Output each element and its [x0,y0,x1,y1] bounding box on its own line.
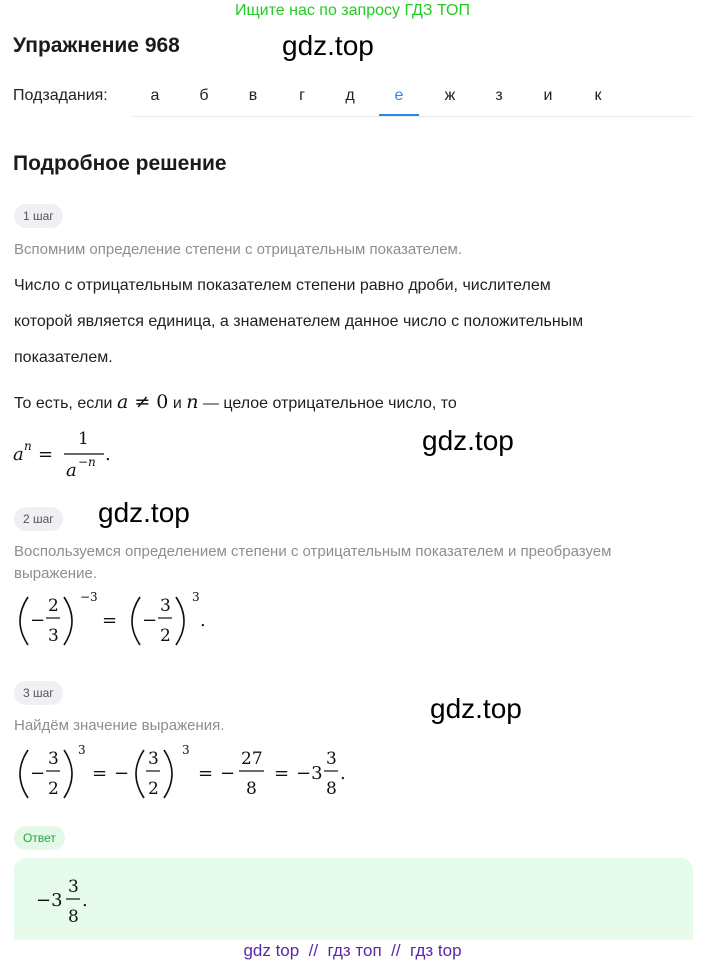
svg-text:8: 8 [68,907,79,927]
tab-g[interactable]: г [299,87,305,104]
tab-k[interactable]: к [594,87,602,104]
condition-suffix: — целое отрицательное число, то [202,395,457,412]
svg-text:=: = [198,763,214,784]
formula-negative-power-definition [10,424,120,480]
svg-text:−: − [30,610,46,631]
svg-text:n: n [24,439,32,453]
svg-text:1: 1 [78,429,89,449]
svg-text:−: − [114,763,130,784]
step-2-hint-line: выражение. [14,565,97,582]
svg-text:3: 3 [192,590,200,604]
svg-text:3: 3 [182,743,190,757]
search-banner: Ищите нас по запросу ГДЗ ТОП [235,2,470,19]
watermark: gdz.top [98,497,190,528]
svg-text:=: = [38,444,54,465]
svg-text:−: − [30,763,46,784]
step-3-badge: 3 шаг [14,681,63,705]
svg-text:−3: −3 [80,590,98,604]
page-title: Упражнение 968 [13,34,180,57]
svg-text:8: 8 [246,779,257,799]
svg-text:−: − [78,455,89,469]
watermark: gdz.top [422,425,514,456]
watermark: gdz.top [282,30,374,61]
svg-text:8: 8 [326,779,337,799]
svg-text:3: 3 [326,749,337,769]
step-2-badge: 2 шаг [14,507,63,531]
svg-text:2: 2 [48,596,59,616]
tab-i[interactable]: и [543,87,553,104]
svg-text:.: . [105,444,111,465]
subtasks-label: Подзадания: [13,87,108,104]
svg-text:.: . [200,610,206,631]
svg-text:3: 3 [48,626,59,646]
step-1-text-line: показателем. [14,349,113,366]
watermark: gdz.top [430,693,522,724]
tab-z[interactable]: з [495,87,503,104]
svg-text:−: − [220,763,236,784]
tab-zh[interactable]: ж [444,87,456,104]
step-1-text [14,268,583,376]
section-title: Подробное решение [13,152,227,175]
step-2-hint [14,541,611,585]
svg-text:3: 3 [48,749,59,769]
tab-e[interactable]: е [379,80,419,116]
formula-step-3 [10,738,370,808]
svg-text:3: 3 [78,743,86,757]
svg-text:=: = [92,763,108,784]
step-1-badge: 1 шаг [14,204,63,228]
tab-b[interactable]: б [199,87,209,104]
tab-a[interactable]: а [150,87,160,104]
svg-text:27: 27 [241,749,263,769]
svg-text:a: a [13,444,24,465]
svg-text:=: = [274,763,290,784]
condition-n: n [186,391,199,413]
svg-text:2: 2 [148,779,159,799]
answer-badge: Ответ [14,826,65,850]
svg-text:−3: −3 [36,890,63,911]
condition-a-ne-0: a ≠ 0 [116,391,169,413]
step-1-text-line: Число с отрицательным показателем степени равно дроби, числителем [14,277,551,294]
subtasks-tabs [133,80,693,117]
step-1-text-line: которой является единица, а знаменателем данное число с положительным [14,313,584,330]
svg-text:3: 3 [148,749,159,769]
svg-text:3: 3 [160,596,171,616]
svg-text:.: . [82,890,88,911]
svg-text:−3: −3 [296,763,323,784]
svg-text:a: a [66,460,77,480]
answer-box [14,858,693,940]
svg-text:.: . [340,763,346,784]
formula-step-2 [10,585,230,655]
svg-text:2: 2 [48,779,59,799]
step-1-condition [14,391,457,413]
answer-formula [32,872,122,932]
svg-text:3: 3 [68,877,79,897]
bottom-links[interactable]: gdz top // гдз топ // гдз top [243,941,462,960]
svg-text:n: n [88,455,96,469]
condition-prefix: То есть, если [14,395,113,412]
step-3-hint: Найдём значение выражения. [14,717,225,734]
condition-mid: и [172,395,182,412]
svg-text:−: − [142,610,158,631]
tab-d[interactable]: д [345,87,355,104]
step-2-hint-line: Воспользуемся определением степени с отрицательным показателем и преобразуем [14,543,612,560]
svg-text:=: = [102,610,118,631]
svg-text:2: 2 [160,626,171,646]
step-1-hint: Вспомним определение степени с отрицательным показателем. [14,241,463,258]
tab-v[interactable]: в [248,87,258,104]
